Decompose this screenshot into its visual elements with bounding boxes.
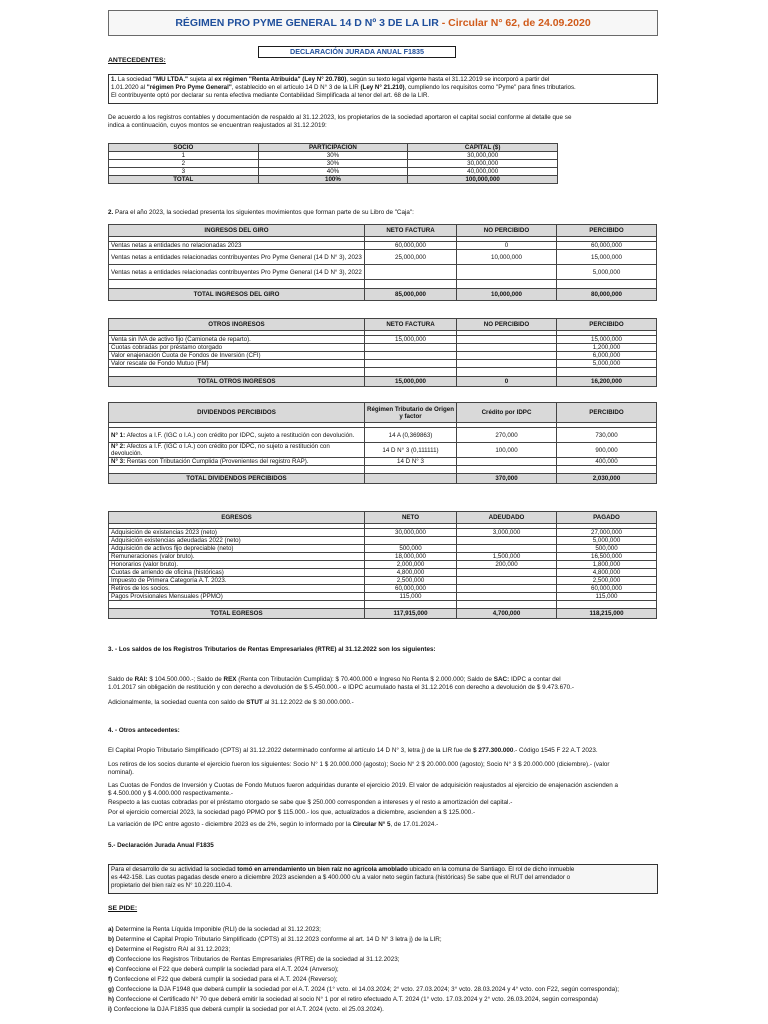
table-row (109, 428, 657, 443)
table-cell: 2,030,000 (557, 474, 657, 484)
table-cell: 25,000,000 (365, 250, 457, 265)
table-cell: Retiros de los socios. (109, 585, 365, 593)
egresos-table (108, 511, 657, 619)
se-pide-item-i (108, 1006, 384, 1014)
table-cell: Adquisición de existencias 2023 (neto) (109, 529, 365, 537)
text-span: Confeccione el F22 que deberá cumplir la sociedad para el A.T. 2024 (Reverso); (113, 976, 338, 983)
section-4-e: Por el ejercicio comercial 2023, la sociedad pagó PPMO por $ 115.000.- los que, actualizados a diciembre, ascienden a $ 125.000.- (108, 809, 476, 816)
table-row (109, 144, 558, 152)
table-row (109, 466, 657, 474)
table-cell (365, 474, 457, 484)
text-span: Confeccione el Certificado N° 70 que deberá emitir la sociedad al socio N° 1 por el retiro efectuado A.T. 2024 (1° vcto. 17.03.2024 y 2° vcto. 26.03.2024, según corresponda) (115, 996, 598, 1003)
column-header: INGRESOS DEL GIRO (109, 225, 365, 237)
text-span: Determine el Registro RAI al 31.12.2023; (115, 946, 231, 953)
table-row (109, 289, 657, 301)
section-4-title: 4. - Otros antecedentes: (108, 727, 180, 734)
section-3-line2: 1.01.2017 sin obligación de restitución y con derecho a devolución de $ 5.450.000.- e IDPC acumulado hasta el 31.12.2016 con derecho a devolución de $ 9.473.670.- (108, 684, 574, 691)
table-row (109, 160, 558, 168)
text-span: sujeta al (189, 76, 213, 83)
text-span: Afectos a I.F. (IGC o I.A.) con crédito por IDPC, sujeto a restitución con devolución. (126, 431, 355, 439)
table-row (109, 561, 657, 569)
column-header: NO PERCIBIDO (457, 225, 557, 237)
table-cell: 0 (457, 242, 557, 250)
table-cell (557, 466, 657, 474)
table-cell: 730,000 (557, 428, 657, 443)
text-span: .- Código 1545 F 22 A.T 2023. (513, 747, 598, 754)
table-row (109, 569, 657, 577)
text-span: i) (108, 1006, 112, 1013)
table-cell: 10,000,000 (457, 289, 557, 301)
table-cell: 18,000,000 (365, 553, 457, 561)
table-cell: Remuneraciones (valor bruto). (109, 553, 365, 561)
text-span: "régimen Pro Pyme General" (146, 84, 232, 91)
table-cell: 40,000,000 (408, 168, 558, 176)
table-cell (365, 352, 457, 360)
table-row (109, 360, 657, 368)
table-row (109, 344, 657, 352)
table-row (109, 458, 657, 466)
text-span: La variación de IPC entre agosto - diciembre 2023 es de 2%, según lo informado por la (108, 821, 351, 828)
column-header: Régimen Tributario de Origen y factor (365, 403, 457, 423)
text-span: Determine el Capital Propio Tributario Simplificado (CPTS) al 31.12.2023 conforme al art. 14 D N° 3 letra j) de la LIR; (115, 936, 442, 943)
text-span: El contribuyente optó por declarar su renta efectiva mediante Contabilidad Simplificada al tenor del art. 68 de la LIR. (111, 92, 430, 99)
column-header: DIVIDENDOS PERCIBIDOS (109, 403, 365, 423)
table-cell: 85,000,000 (365, 289, 457, 301)
table-cell: 100% (258, 176, 408, 184)
se-pide-item-h (108, 996, 598, 1004)
text-span: 1. (111, 76, 117, 83)
text-span: d) (108, 956, 114, 963)
table-cell: Valor rescate de Fondo Mutuo (FM) (109, 360, 365, 368)
text-span: Circular N° 5 (352, 821, 391, 828)
table-cell: 3 (109, 168, 259, 176)
section-4-d: Respecto a las cuotas cobradas por el préstamo otorgado se sabe que $ 250.000 corresponden a intereses y el resto a amortización del capital.- (108, 799, 513, 806)
text-span: IDPC a contar del (510, 676, 561, 683)
text-span: $ 104.500.000.-; Saldo de (149, 676, 222, 683)
text-span: RAI: (134, 676, 148, 683)
text-span: SAC: (493, 676, 510, 683)
socios-intro-line1: De acuerdo a los registros contables y documentación de respaldo al 31.12.2023, los propietarios de la sociedad aportaron el capital social conforme al detalle que se (108, 114, 572, 121)
table-cell (457, 352, 557, 360)
table-cell (457, 577, 557, 585)
table-cell: Pagos Provisionales Mensuales (PPMO) (109, 593, 365, 601)
document-title (108, 10, 658, 36)
table-cell: 14 A (0,369863) (365, 428, 457, 443)
se-pide-item-g (108, 986, 619, 994)
title-text: RÉGIMEN PRO PYME GENERAL 14 D Nº 3 DE LA LIR (175, 17, 439, 29)
table-cell: Ventas netas a entidades no relacionadas 2023 (109, 242, 365, 250)
column-header: CAPITAL ($) (408, 144, 558, 152)
text-span: $ 277.300.000 (473, 747, 514, 754)
table-cell (365, 368, 457, 377)
text-span: Rentas con Tributación Cumplida (Provenientes del registro RAP). (126, 458, 309, 465)
section-5-box (108, 864, 658, 894)
table-cell (457, 280, 557, 289)
table-cell: 30% (258, 160, 408, 168)
table-cell: 60,000,000 (365, 242, 457, 250)
table-cell: TOTAL DIVIDENDOS PERCIBIDOS (109, 474, 365, 484)
text-span: 1.01.2020 al (111, 84, 146, 91)
text-span: , cumpliendo los requisitos como "Pyme" para fines tributarios. (404, 84, 576, 91)
paragraph-2 (108, 209, 414, 217)
table-cell: 27,000,000 (557, 529, 657, 537)
table-cell: 2,500,000 (557, 577, 657, 585)
table-cell: 30,000,000 (408, 160, 558, 168)
table-row (109, 609, 657, 619)
text-span: N° 3: (111, 458, 126, 465)
socios-table (108, 143, 558, 184)
table-row (109, 545, 657, 553)
table-cell: 5,000,000 (557, 537, 657, 545)
text-span: (Ley N° 21.210) (360, 84, 405, 91)
table-cell (557, 280, 657, 289)
section-4-f (108, 821, 438, 829)
table-row (109, 152, 558, 160)
section-4-a (108, 747, 598, 755)
table-cell: 15,000,000 (557, 250, 657, 265)
text-span: N° 1: (111, 431, 126, 439)
table-cell (365, 280, 457, 289)
table-cell: Venta sin IVA de activo fijo (Camioneta de reparto). (109, 336, 365, 344)
table-cell: 40% (258, 168, 408, 176)
table-cell (457, 458, 557, 466)
table-cell (457, 545, 557, 553)
table-cell: 4,800,000 (557, 569, 657, 577)
column-header: OTROS INGRESOS (109, 319, 365, 331)
table-row (109, 377, 657, 387)
table-cell: 16,200,000 (557, 377, 657, 387)
table-cell: 6,000,000 (557, 352, 657, 360)
column-header: PERCIBIDO (557, 319, 657, 331)
table-row (109, 403, 657, 423)
circular-text: - Circular N° 62, de 24.09.2020 (441, 17, 591, 29)
table-row (109, 537, 657, 545)
table-cell: 30% (258, 152, 408, 160)
table-cell: Adquisición existencias adeudadas 2022 (neto) (109, 537, 365, 545)
table-row (109, 250, 657, 265)
text-span (111, 866, 655, 874)
table-row (109, 577, 657, 585)
table-cell: 500,000 (557, 545, 657, 553)
text-span: a) (108, 926, 114, 933)
table-row (109, 512, 657, 524)
table-cell: TOTAL EGRESOS (109, 609, 365, 619)
table-cell: 270,000 (457, 428, 557, 443)
table-cell (109, 601, 365, 609)
table-cell (557, 601, 657, 609)
socios-intro-line2: indica a continuación, cuyos montos se encuentran reajustados al 31.12.2019: (108, 122, 327, 129)
section-4-b2: nominal). (108, 769, 134, 776)
table-cell: 900,000 (557, 443, 657, 458)
text-span: , de 17.01.2024.- (390, 821, 439, 828)
table-cell: 60,000,000 (365, 585, 457, 593)
text-span: Para el desarrollo de su actividad la sociedad (111, 866, 236, 873)
table-row (109, 242, 657, 250)
column-header: PAGADO (557, 512, 657, 524)
table-cell (109, 428, 365, 443)
se-pide-item-e (108, 966, 339, 974)
table-row (109, 529, 657, 537)
table-cell: 2,500,000 (365, 577, 457, 585)
table-cell (109, 458, 365, 466)
table-cell (365, 265, 457, 280)
table-cell: 14 D N° 3 (365, 458, 457, 466)
text-span: es 442-158. Las cuotas pagadas desde enero a diciembre 2023 ascienden a $ 400.000 c/u a valor neto según factura (históricas) Se sabe que el RUT del arrendador o (111, 874, 571, 881)
table-cell (365, 360, 457, 368)
section-4-c1: Las Cuotas de Fondos de Inversión y Cuotas de Fondo Mutuos fueron adquiridas durante el ejercicio 2019. El valor de adquisición reajustados al ejercicio de enajenación ascienden a (108, 782, 619, 789)
table-cell: 100,000,000 (408, 176, 558, 184)
table-cell: 80,000,000 (557, 289, 657, 301)
table-cell: 30,000,000 (408, 152, 558, 160)
table-row (109, 443, 657, 458)
table-cell: 3,000,000 (457, 529, 557, 537)
table-cell (457, 593, 557, 601)
section-3-title: 3. - Los saldos de los Registros Tributarios de Rentas Empresariales (RTRE) al 31.12.2022 son los siguientes: (108, 646, 436, 653)
section-4-c2: $ 4.500.000 y $ 4.000.000 respectivamente.- (108, 790, 233, 797)
table-cell: 15,000,000 (365, 336, 457, 344)
declaracion-title: DECLARACIÓN JURADA ANUAL F1835 (258, 46, 456, 58)
table-cell: 4,700,000 (457, 609, 557, 619)
text-span: Confeccione la DJA F1835 que deberá cumplir la sociedad por el A.T. 2024 (vcto. el 25.03.2024). (113, 1006, 384, 1013)
se-pide-item-d (108, 956, 399, 964)
table-cell (457, 537, 557, 545)
table-cell: 15,000,000 (365, 377, 457, 387)
table-cell: 115,000 (365, 593, 457, 601)
section-3-line1 (108, 676, 561, 684)
table-cell: Adquisición de activos fijo depreciable (neto) (109, 545, 365, 553)
table-cell (457, 344, 557, 352)
table-row (109, 319, 657, 331)
text-span: h) (108, 996, 114, 1003)
column-header: NETO FACTURA (365, 319, 457, 331)
table-cell: 10,000,000 (457, 250, 557, 265)
table-cell: 4,800,000 (365, 569, 457, 577)
table-row (109, 601, 657, 609)
text-span: al 31.12.2022 de $ 30.000.000.- (264, 699, 354, 706)
table-cell (457, 336, 557, 344)
table-cell: 400,000 (557, 458, 657, 466)
table-cell: 60,000,000 (557, 242, 657, 250)
text-span: Confeccione el F22 que deberá cumplir la sociedad para el A.T. 2024 (Anverso); (115, 966, 339, 973)
column-header: PARTICIPACIÓN (258, 144, 408, 152)
otros-ingresos-table (108, 318, 657, 387)
ingresos-giro-table (108, 224, 657, 301)
text-span: , según su texto legal vigente hasta el 31.12.2019 se incorporó a partir del (346, 76, 550, 83)
table-cell (365, 466, 457, 474)
table-cell: 1,200,000 (557, 344, 657, 352)
column-header: NO PERCIBIDO (457, 319, 557, 331)
table-row (109, 336, 657, 344)
table-cell (109, 280, 365, 289)
table-cell: Ventas netas a entidades relacionadas contribuyentes Pro Pyme General (14 D N° 3), 2023 (109, 250, 365, 265)
text-span: Confeccione la DJA F1948 que deberá cumplir la sociedad por el A.T. 2024 (1° vcto. el 14.03.2024; 2° vcto. 27.03.2024; 3° vcto. 28.03.2024 y 4° vcto. con F22, según corresponda); (115, 986, 619, 993)
column-header: ADEUDADO (457, 512, 557, 524)
se-pide-item-a (108, 926, 321, 934)
se-pide-title: SE PIDE: (108, 905, 138, 912)
text-span: ex régimen "Renta Atribuida" (Ley N° 20.780) (214, 76, 347, 83)
text-span: e) (108, 966, 114, 973)
table-cell: 5,000,000 (557, 360, 657, 368)
table-cell (457, 360, 557, 368)
table-cell (365, 601, 457, 609)
table-cell (365, 344, 457, 352)
table-cell: 30,000,000 (365, 529, 457, 537)
text-span: ubicado en la comuna de Santiago. El rol de dicho inmueble (409, 866, 575, 873)
table-cell: Impuesto de Primera Categoría A.T. 2023. (109, 577, 365, 585)
section-5-title: 5.- Declaración Jurada Anual F1835 (108, 842, 214, 849)
table-cell: Ventas netas a entidades relacionadas contribuyentes Pro Pyme General (14 D N° 3), 2022 (109, 265, 365, 280)
column-header: Crédito por IDPC (457, 403, 557, 423)
column-header: NETO FACTURA (365, 225, 457, 237)
section-3-line3 (108, 699, 354, 707)
table-cell: TOTAL INGRESOS DEL GIRO (109, 289, 365, 301)
text-span: (Renta con Tributación Cumplida): $ 70.400.000 e Ingreso No Renta $ 2.000.000; Saldo de (238, 676, 493, 683)
dividendos-table (108, 402, 657, 484)
column-header: PERCIBIDO (557, 225, 657, 237)
text-span (111, 76, 655, 84)
table-cell: 2,000,000 (365, 561, 457, 569)
table-cell (109, 466, 365, 474)
table-cell: Valor enajenación Cuota de Fondos de Inversión (CFI) (109, 352, 365, 360)
column-header: SOCIO (109, 144, 259, 152)
text-span: propietario del bien raíz es N° 10.220.110-4. (111, 882, 233, 889)
text-span: REX (223, 676, 237, 683)
table-row (109, 265, 657, 280)
table-row (109, 280, 657, 289)
table-cell (365, 537, 457, 545)
table-row (109, 585, 657, 593)
table-cell: 2 (109, 160, 259, 168)
table-cell (457, 466, 557, 474)
table-cell: 1 (109, 152, 259, 160)
text-span: tomó en arrendamiento un bien raíz no agrícola amoblado (237, 866, 408, 873)
text-span: "MU LTDA." (153, 76, 188, 83)
paragraph-1 (108, 74, 658, 104)
text-span: c) (108, 946, 114, 953)
table-row (109, 176, 558, 184)
table-cell: 1,800,000 (557, 561, 657, 569)
text-span: Saldo de (108, 676, 133, 683)
table-row (109, 553, 657, 561)
se-pide-item-f (108, 976, 338, 984)
table-cell: TOTAL (109, 176, 259, 184)
text-span: Afectos a I.F. (IGC o I.A.) con crédito por IDPC, no sujeto a restitución con devolución. (111, 443, 330, 457)
table-cell: TOTAL OTROS INGRESOS (109, 377, 365, 387)
table-cell (457, 585, 557, 593)
text-span: La sociedad (117, 76, 152, 83)
table-cell: Cuotas cobradas por préstamo otorgado (109, 344, 365, 352)
table-cell: 200,000 (457, 561, 557, 569)
table-cell: 500,000 (365, 545, 457, 553)
column-header: NETO (365, 512, 457, 524)
text-span (111, 84, 655, 92)
table-row (109, 352, 657, 360)
table-cell: 5,000,000 (557, 265, 657, 280)
table-row (109, 368, 657, 377)
se-pide-item-c (108, 946, 230, 954)
se-pide-item-b (108, 936, 442, 944)
table-cell: 15,000,000 (557, 336, 657, 344)
column-header: PERCIBIDO (557, 403, 657, 423)
text-span: Determine la Renta Líquida Imponible (RLI) de la sociedad al 31.12.2023; (115, 926, 321, 933)
table-cell (457, 601, 557, 609)
table-row (109, 593, 657, 601)
text-span: Confeccione los Registros Tributarios de Rentas Empresariales (RTRE) de la sociedad al 31.12.2023; (115, 956, 400, 963)
table-row (109, 168, 558, 176)
text-span: El Capital Propio Tributario Simplificado (CPTS) al 31.12.2022 determinado conforme al artículo 14 D N° 3, letra j) de la LIR fue de (108, 747, 472, 754)
table-cell: Cuotas de arriendo de oficina (históricas) (109, 569, 365, 577)
table-cell: 1,500,000 (457, 553, 557, 561)
table-cell (457, 265, 557, 280)
table-cell: 117,915,000 (365, 609, 457, 619)
column-header: EGRESOS (109, 512, 365, 524)
table-cell (109, 368, 365, 377)
text-span: 2. (108, 209, 114, 216)
section-4-b1: Los retiros de los socios durante el ejercicio fueron los siguientes: Socio N° 1 $ 20.000.000 (agosto); Socio N° 2 $ 20.000.000 (agosto); Socio N° 3 $ 20.000.000 (diciembre).- (valor (108, 761, 610, 768)
table-cell: 115,000 (557, 593, 657, 601)
table-cell (557, 368, 657, 377)
table-cell (457, 569, 557, 577)
table-cell: Honorarios (valor bruto). (109, 561, 365, 569)
text-span: Adicionalmente, la sociedad cuenta con saldo de (108, 699, 245, 706)
table-cell (457, 368, 557, 377)
text-span: b) (108, 936, 114, 943)
table-cell: 16,500,000 (557, 553, 657, 561)
text-span: , establecido en el artículo 14 D N° 3 de la LIR (231, 84, 359, 91)
table-row (109, 225, 657, 237)
text-span: g) (108, 986, 114, 993)
table-row (109, 474, 657, 484)
text-span: f) (108, 976, 113, 983)
table-cell: 0 (457, 377, 557, 387)
table-cell: 118,215,000 (557, 609, 657, 619)
table-cell (109, 443, 365, 458)
text-span: Para el año 2023, la sociedad presenta los siguientes movimientos que forman parte de su Libro de "Caja": (115, 209, 414, 216)
table-cell: 60,000,000 (557, 585, 657, 593)
table-cell: 100,000 (457, 443, 557, 458)
antecedentes-heading: ANTECEDENTES: (108, 57, 166, 64)
table-cell: 14 D N° 3 (0,111111) (365, 443, 457, 458)
text-span: STUT (246, 699, 263, 706)
text-span: N° 2: (111, 443, 126, 450)
table-cell: 370,000 (457, 474, 557, 484)
